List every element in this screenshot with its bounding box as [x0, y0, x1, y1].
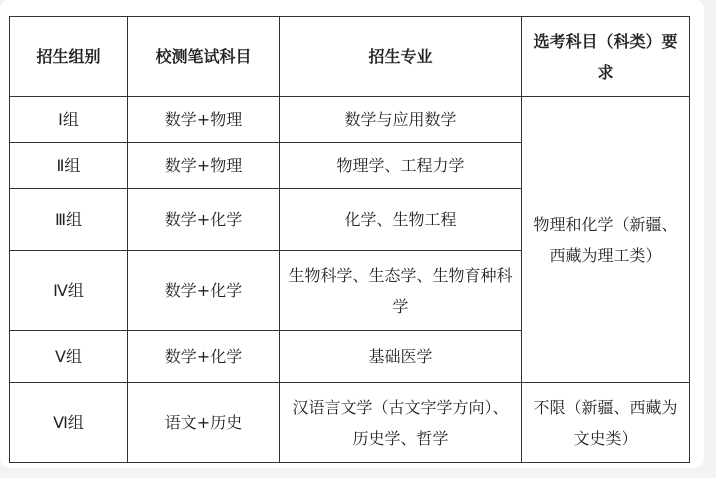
table-header-row [10, 17, 690, 97]
header-exam-subjects: 校测笔试科目 [128, 17, 280, 97]
cell-group: Ⅴ组 [10, 331, 128, 383]
cell-exam: 数学+物理 [128, 143, 280, 189]
cell-requirement-humanities: 不限（新疆、西藏为文史类） [522, 383, 690, 463]
cell-group: Ⅰ组 [10, 97, 128, 143]
cell-exam: 数学+化学 [128, 331, 280, 383]
cell-group: Ⅵ组 [10, 383, 128, 463]
table-row [10, 383, 690, 463]
cell-exam: 数学+化学 [128, 189, 280, 251]
header-group: 招生组别 [10, 17, 128, 97]
cell-group: Ⅳ组 [10, 251, 128, 331]
cell-exam: 数学+化学 [128, 251, 280, 331]
cell-major: 汉语言文学（古文字学方向）、历史学、哲学 [280, 383, 522, 463]
cell-major: 物理学、工程力学 [280, 143, 522, 189]
cell-group: Ⅱ组 [10, 143, 128, 189]
cell-major: 基础医学 [280, 331, 522, 383]
cell-major: 生物科学、生态学、生物育种科学 [280, 251, 522, 331]
cell-major: 化学、生物工程 [280, 189, 522, 251]
header-major: 招生专业 [280, 17, 522, 97]
header-requirement: 选考科目（科类）要求 [522, 17, 690, 97]
table-row [10, 97, 690, 143]
cell-major: 数学与应用数学 [280, 97, 522, 143]
cell-exam: 数学+物理 [128, 97, 280, 143]
cell-exam: 语文+历史 [128, 383, 280, 463]
cell-requirement-science: 物理和化学（新疆、西藏为理工类） [522, 97, 690, 383]
cell-group: Ⅲ组 [10, 189, 128, 251]
admission-table [9, 16, 690, 463]
